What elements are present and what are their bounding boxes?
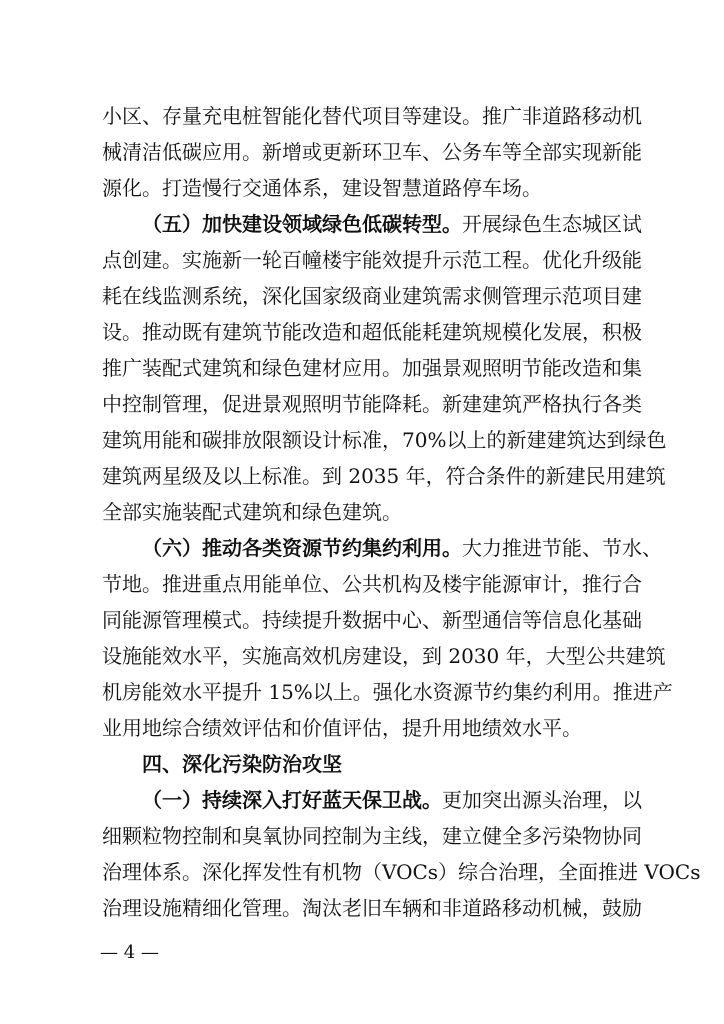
text-line	[102, 854, 701, 890]
text-line	[102, 782, 642, 818]
line-text: 节地。推进重点用能单位、公共机构及楼宇能源审计，推行合	[102, 572, 642, 596]
line-text: 建筑两星级及以上标准。到 2035 年，符合条件的新建民用建筑	[102, 464, 666, 488]
text-line	[102, 170, 629, 206]
line-text: 治理设施精细化管理。淘汰老旧车辆和非道路移动机械，鼓励	[102, 896, 642, 920]
line-text: 细颗粒物控制和臭氧协同控制为主线，建立健全多污染物协同	[102, 824, 642, 848]
paragraph-lead: （五）加快建设领域绿色低碳转型。	[142, 212, 462, 236]
text-line	[102, 314, 642, 350]
line-text: 耗在线监测系统，深化国家级商业建筑需求侧管理示范项目建	[102, 284, 642, 308]
text-line	[102, 242, 642, 278]
text-line	[102, 134, 642, 170]
text-line	[102, 566, 642, 602]
line-text: 四、深化污染防治攻坚	[142, 752, 342, 776]
line-text: 中控制管理，促进景观照明节能降耗。新建建筑严格执行各类	[102, 392, 642, 416]
text-line	[102, 422, 667, 458]
line-text: 推广装配式建筑和绿色建材应用。加强景观照明节能改造和集	[102, 356, 642, 380]
paragraph-lead: （一）持续深入打好蓝天保卫战。	[142, 788, 442, 812]
line-text: 开展绿色生态城区试	[462, 212, 642, 236]
text-line	[102, 350, 642, 386]
body-text	[102, 98, 701, 926]
line-text: 大力推进节能、节水、	[462, 536, 662, 560]
line-text: 小区、存量充电桩智能化替代项目等建设。推广非道路移动机	[102, 104, 642, 128]
text-line	[102, 818, 642, 854]
line-text: 治理体系。深化挥发性有机物（VOCs）综合治理，全面推进 VOCs	[102, 860, 701, 884]
line-text: 全部实施装配式建筑和绿色建筑。	[102, 500, 402, 524]
line-text: 业用地综合绩效评估和价值评估，提升用地绩效水平。	[102, 716, 582, 740]
text-line	[102, 710, 629, 746]
text-line	[102, 638, 666, 674]
text-line	[102, 674, 673, 710]
line-text: 设。推动既有建筑节能改造和超低能耗建筑规模化发展，积极	[102, 320, 642, 344]
text-line	[102, 602, 642, 638]
line-text: 设施能效水平，实施高效机房建设，到 2030 年，大型公共建筑	[102, 644, 666, 668]
text-line	[102, 386, 642, 422]
section-heading	[102, 746, 629, 782]
text-line	[102, 98, 642, 134]
paragraph-lead: （六）推动各类资源节约集约利用。	[142, 536, 462, 560]
text-line	[102, 530, 662, 566]
text-line	[102, 278, 642, 314]
text-line	[102, 206, 642, 242]
line-text: 建筑用能和碳排放限额设计标准，70%以上的新建建筑达到绿色	[102, 428, 667, 452]
line-text: 机房能效水平提升 15%以上。强化水资源节约集约利用。推进产	[102, 680, 673, 704]
line-text: 械清洁低碳应用。新增或更新环卫车、公务车等全部实现新能	[102, 140, 642, 164]
page-number: — 4 —	[100, 942, 159, 963]
line-text: 更加突出源头治理，以	[442, 788, 642, 812]
line-text: 同能源管理模式。持续提升数据中心、新型通信等信息化基础	[102, 608, 642, 632]
text-line	[102, 494, 629, 530]
text-line	[102, 890, 642, 926]
line-text: 点创建。实施新一轮百幢楼宇能效提升示范工程。优化升级能	[102, 248, 642, 272]
text-line	[102, 458, 666, 494]
line-text: 源化。打造慢行交通体系，建设智慧道路停车场。	[102, 176, 542, 200]
